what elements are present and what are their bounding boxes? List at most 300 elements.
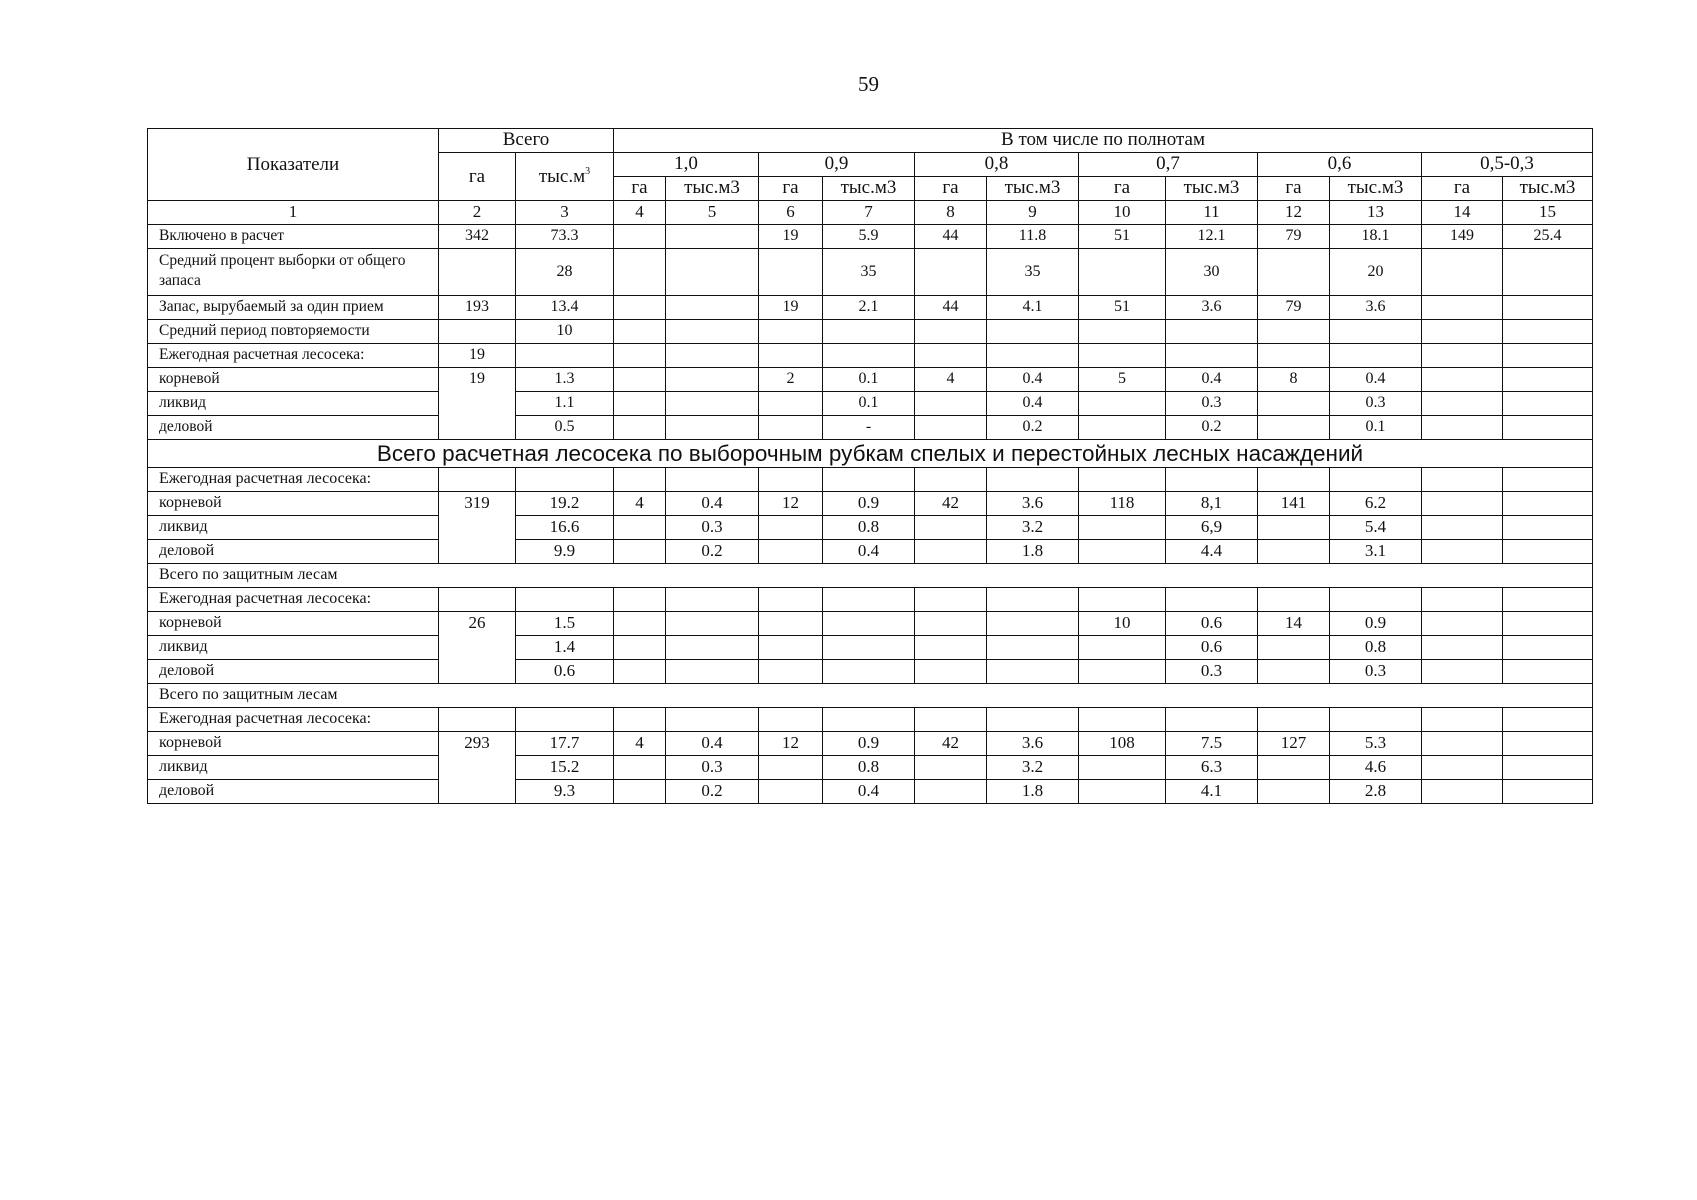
- cell: 7.5: [1166, 732, 1258, 756]
- cell: [759, 660, 823, 684]
- cell: [614, 516, 666, 540]
- cell: 44: [915, 225, 987, 249]
- column-number: 6: [759, 201, 823, 225]
- cell: 28: [516, 249, 614, 296]
- row-label: ликвид: [148, 392, 439, 416]
- cell: 127: [1258, 732, 1330, 756]
- cell: 19: [439, 344, 516, 368]
- cell: [666, 612, 759, 636]
- cell: 0.9: [823, 492, 915, 516]
- column-number: 1: [148, 201, 439, 225]
- cell: [614, 660, 666, 684]
- column-number: 4: [614, 201, 666, 225]
- cell: 5: [1079, 368, 1166, 392]
- cell: 3.6: [987, 492, 1079, 516]
- cell: 8,1: [1166, 492, 1258, 516]
- section-title: Всего по защитным лесам: [148, 684, 1593, 708]
- cell: 20: [1330, 249, 1422, 296]
- header-incl: В том числе по полнотам: [614, 129, 1593, 153]
- cell: 5.9: [823, 225, 915, 249]
- cell: [516, 468, 614, 492]
- cell: [666, 708, 759, 732]
- cell: [1166, 344, 1258, 368]
- cell: 2.8: [1330, 780, 1422, 804]
- cell: [1422, 756, 1503, 780]
- cell: 0.1: [823, 368, 915, 392]
- cell: 6,9: [1166, 516, 1258, 540]
- cell: [1503, 588, 1593, 612]
- row-business: [148, 416, 1593, 440]
- cell: [1503, 468, 1593, 492]
- row-label: корневой: [148, 492, 439, 516]
- cell: 79: [1258, 225, 1330, 249]
- cell: [1503, 320, 1593, 344]
- header-density-6: 0,5-0,3: [1422, 153, 1593, 177]
- cell: [666, 468, 759, 492]
- cell: 1.5: [516, 612, 614, 636]
- cell: [759, 708, 823, 732]
- header-indicators: Показатели: [148, 129, 439, 201]
- cell: 19: [759, 296, 823, 320]
- cell: [915, 249, 987, 296]
- cell: 0.5: [516, 416, 614, 440]
- cell: 1.1: [516, 392, 614, 416]
- cell: [1258, 708, 1330, 732]
- cell: [1258, 468, 1330, 492]
- cell: 0.3: [1166, 392, 1258, 416]
- cell: [1258, 249, 1330, 296]
- cell: 4: [915, 368, 987, 392]
- cell: 3.6: [1166, 296, 1258, 320]
- cell: 42: [915, 732, 987, 756]
- cell: 0.3: [1330, 392, 1422, 416]
- cell: [1503, 249, 1593, 296]
- cell: [1422, 320, 1503, 344]
- cell: 141: [1258, 492, 1330, 516]
- cell: 15.2: [516, 756, 614, 780]
- cell: 30: [1166, 249, 1258, 296]
- header-density-5: 0,6: [1258, 153, 1422, 177]
- cell: [614, 540, 666, 564]
- cell: [1258, 756, 1330, 780]
- cell: 19.2: [516, 492, 614, 516]
- row-label: Средний процент выборки от общего запаса: [148, 249, 439, 296]
- cell: 0.4: [823, 780, 915, 804]
- row-root: [148, 368, 1593, 392]
- cell: 8: [1258, 368, 1330, 392]
- cell: 12.1: [1166, 225, 1258, 249]
- cell: 1.8: [987, 780, 1079, 804]
- cell: [1422, 492, 1503, 516]
- row-avg-pct: [148, 249, 1593, 296]
- subheader-ha: га: [1258, 177, 1330, 201]
- cell: [1330, 320, 1422, 344]
- cell: 13.4: [516, 296, 614, 320]
- cell: 16.6: [516, 516, 614, 540]
- cell: [759, 612, 823, 636]
- cell: 0.4: [823, 540, 915, 564]
- s4-root-row: [148, 732, 1593, 756]
- cell-ha: 26: [439, 612, 516, 684]
- cell: [1079, 344, 1166, 368]
- cell: 10: [516, 320, 614, 344]
- cell: 0.4: [666, 492, 759, 516]
- cell: [1422, 732, 1503, 756]
- s3-annual-row: [148, 588, 1593, 612]
- cell-ha: 319: [439, 492, 516, 564]
- cell: [614, 249, 666, 296]
- cell: 10: [1079, 612, 1166, 636]
- cell: [666, 296, 759, 320]
- cell: 3.2: [987, 756, 1079, 780]
- cell: [1503, 732, 1593, 756]
- cell: [1422, 368, 1503, 392]
- cell: [759, 468, 823, 492]
- cell: [439, 468, 516, 492]
- cell: [1258, 392, 1330, 416]
- cell: 12: [759, 492, 823, 516]
- row-period: [148, 320, 1593, 344]
- subheader-ha: га: [1422, 177, 1503, 201]
- cell: 42: [915, 492, 987, 516]
- row-stock: [148, 296, 1593, 320]
- cell: 0.3: [1330, 660, 1422, 684]
- cell: [1422, 344, 1503, 368]
- cell: 19: [759, 225, 823, 249]
- cell: [1166, 588, 1258, 612]
- cell: [759, 780, 823, 804]
- cell: 0.2: [666, 540, 759, 564]
- cell: 73.3: [516, 225, 614, 249]
- cell: [439, 249, 516, 296]
- cell: 3.1: [1330, 540, 1422, 564]
- cell: 4.6: [1330, 756, 1422, 780]
- cell: 12: [759, 732, 823, 756]
- column-numbers-row: [148, 201, 1593, 225]
- cell: [666, 588, 759, 612]
- cell: [1422, 516, 1503, 540]
- cell: [666, 636, 759, 660]
- row-label: корневой: [148, 368, 439, 392]
- cell: [1503, 516, 1593, 540]
- cell: [439, 708, 516, 732]
- cell: 0.4: [987, 368, 1079, 392]
- row-label: ликвид: [148, 516, 439, 540]
- s4-liquid-row: [148, 756, 1593, 780]
- s3-root-row: [148, 612, 1593, 636]
- cell: 18.1: [1330, 225, 1422, 249]
- header-density-2: 0,9: [759, 153, 915, 177]
- column-number: 3: [516, 201, 614, 225]
- cell: [1422, 660, 1503, 684]
- cell: [516, 588, 614, 612]
- cell: [1079, 660, 1166, 684]
- cell: [823, 468, 915, 492]
- cell: [1258, 588, 1330, 612]
- page-number: 59: [858, 72, 879, 96]
- cell: [1166, 320, 1258, 344]
- cell: [666, 392, 759, 416]
- cell: [987, 612, 1079, 636]
- subheader-volume: тыс.м3: [1503, 177, 1593, 201]
- cell: [1503, 296, 1593, 320]
- subheader-ha: га: [1079, 177, 1166, 201]
- cell: 0.8: [823, 516, 915, 540]
- subheader-volume: тыс.м3: [823, 177, 915, 201]
- s2-liquid-row: [148, 516, 1593, 540]
- cell: 0.1: [1330, 416, 1422, 440]
- cell: [759, 344, 823, 368]
- cell: [1422, 588, 1503, 612]
- cell: 193: [439, 296, 516, 320]
- cell: [1422, 540, 1503, 564]
- row-label: Запас, вырубаемый за один прием: [148, 296, 439, 320]
- cell: [1503, 368, 1593, 392]
- row-liquid: [148, 392, 1593, 416]
- cell: 9.3: [516, 780, 614, 804]
- row-label: корневой: [148, 732, 439, 756]
- cell: [915, 344, 987, 368]
- cell: [759, 516, 823, 540]
- cell: [1166, 708, 1258, 732]
- cell: 118: [1079, 492, 1166, 516]
- row-label: корневой: [148, 612, 439, 636]
- cell: [1503, 492, 1593, 516]
- cell: [987, 660, 1079, 684]
- cell: 5.3: [1330, 732, 1422, 756]
- cell: [1422, 708, 1503, 732]
- cell: [1258, 660, 1330, 684]
- cell: [987, 468, 1079, 492]
- cell: [915, 392, 987, 416]
- cell: [1079, 392, 1166, 416]
- cell: 0.4: [1330, 368, 1422, 392]
- cell: 5.4: [1330, 516, 1422, 540]
- cell: 0.4: [1166, 368, 1258, 392]
- cell: 35: [987, 249, 1079, 296]
- cell: [614, 296, 666, 320]
- s4-business-row: [148, 780, 1593, 804]
- cell: [1330, 468, 1422, 492]
- cell: [759, 636, 823, 660]
- cell: [1503, 708, 1593, 732]
- row-label: Ежегодная расчетная лесосека:: [148, 344, 439, 368]
- cell: [666, 249, 759, 296]
- cell: [614, 468, 666, 492]
- cell: [614, 588, 666, 612]
- cell: [614, 636, 666, 660]
- cell: [987, 344, 1079, 368]
- cell: 342: [439, 225, 516, 249]
- cell: [1422, 249, 1503, 296]
- cell: [759, 392, 823, 416]
- cell: [915, 588, 987, 612]
- cell: [1079, 249, 1166, 296]
- cell: [1258, 320, 1330, 344]
- subheader-volume: тыс.м3: [1166, 177, 1258, 201]
- cell: 79: [1258, 296, 1330, 320]
- s2-root-row: [148, 492, 1593, 516]
- cell: [759, 320, 823, 344]
- cell: [614, 225, 666, 249]
- cell: 0.4: [666, 732, 759, 756]
- cell: 0.6: [516, 660, 614, 684]
- cell: [987, 588, 1079, 612]
- cell: [1330, 708, 1422, 732]
- cell: [666, 344, 759, 368]
- cell: 51: [1079, 225, 1166, 249]
- cell: [915, 612, 987, 636]
- cell: 3.2: [987, 516, 1079, 540]
- cell: [666, 416, 759, 440]
- cell: 4.1: [1166, 780, 1258, 804]
- cell: [1258, 636, 1330, 660]
- cell: 2: [759, 368, 823, 392]
- cell: [1422, 416, 1503, 440]
- s4-annual-row: [148, 708, 1593, 732]
- s4-title-row: [148, 684, 1593, 708]
- row-label: деловой: [148, 416, 439, 440]
- cell: [1503, 660, 1593, 684]
- row-label: Ежегодная расчетная лесосека:: [148, 468, 439, 492]
- section-banner: Всего расчетная лесосека по выборочным рубкам спелых и перестойных лесных насаждений: [148, 440, 1593, 468]
- cell: 0.3: [666, 516, 759, 540]
- cell: [1079, 636, 1166, 660]
- cell: [915, 756, 987, 780]
- cell: [1258, 416, 1330, 440]
- cell: [915, 320, 987, 344]
- column-number: 12: [1258, 201, 1330, 225]
- cell: 0.8: [823, 756, 915, 780]
- cell: 0.8: [1330, 636, 1422, 660]
- column-number: 11: [1166, 201, 1258, 225]
- cell: 3.6: [987, 732, 1079, 756]
- cell: [614, 756, 666, 780]
- cell: 0.6: [1166, 636, 1258, 660]
- banner-row: [148, 440, 1593, 468]
- cell: [823, 320, 915, 344]
- s3-liquid-row: [148, 636, 1593, 660]
- cell: 0.4: [987, 392, 1079, 416]
- cell: [915, 660, 987, 684]
- cell: 108: [1079, 732, 1166, 756]
- cell: [1079, 468, 1166, 492]
- cell: 0.9: [823, 732, 915, 756]
- header-total: Всего: [439, 129, 614, 153]
- cell: 17.7: [516, 732, 614, 756]
- cell: 0.3: [666, 756, 759, 780]
- row-label: Ежегодная расчетная лесосека:: [148, 588, 439, 612]
- cell: 4.4: [1166, 540, 1258, 564]
- row-included: [148, 225, 1593, 249]
- row-label: Средний период повторяемости: [148, 320, 439, 344]
- subheader-ha: га: [759, 177, 823, 201]
- cell: -: [823, 416, 915, 440]
- cell: [1079, 516, 1166, 540]
- column-number: 14: [1422, 201, 1503, 225]
- header-total-ha: га: [439, 153, 516, 201]
- cell: [439, 320, 516, 344]
- cell: [1330, 344, 1422, 368]
- cell: 44: [915, 296, 987, 320]
- cell: [1503, 344, 1593, 368]
- cell: [759, 416, 823, 440]
- cell: [915, 468, 987, 492]
- column-number: 2: [439, 201, 516, 225]
- row-label: Ежегодная расчетная лесосека:: [148, 708, 439, 732]
- header-density-1: 1,0: [614, 153, 759, 177]
- cell: [1079, 708, 1166, 732]
- header-row-1: [148, 129, 1593, 153]
- column-number: 10: [1079, 201, 1166, 225]
- cell: [666, 320, 759, 344]
- cell: 0.9: [1330, 612, 1422, 636]
- cell: 4: [614, 492, 666, 516]
- cell: [915, 540, 987, 564]
- cell: [1503, 780, 1593, 804]
- cell: [1258, 516, 1330, 540]
- cell: 11.8: [987, 225, 1079, 249]
- column-number: 9: [987, 201, 1079, 225]
- cell: [1503, 540, 1593, 564]
- cell: [987, 320, 1079, 344]
- cell: [614, 416, 666, 440]
- cell: [759, 756, 823, 780]
- column-number: 7: [823, 201, 915, 225]
- cell: 2.1: [823, 296, 915, 320]
- subheader-volume: тыс.м3: [987, 177, 1079, 201]
- cell: 25.4: [1503, 225, 1593, 249]
- cell: 3.6: [1330, 296, 1422, 320]
- cell: [1079, 780, 1166, 804]
- cell: [823, 636, 915, 660]
- cell: [823, 708, 915, 732]
- column-number: 15: [1503, 201, 1593, 225]
- cell: [614, 780, 666, 804]
- cell: 0.2: [987, 416, 1079, 440]
- cell: [666, 660, 759, 684]
- cell: [614, 344, 666, 368]
- cell: 149: [1422, 225, 1503, 249]
- subheader-ha: га: [614, 177, 666, 201]
- cell: [1258, 540, 1330, 564]
- cell: 4.1: [987, 296, 1079, 320]
- row-label: ликвид: [148, 756, 439, 780]
- cell: [987, 636, 1079, 660]
- cell: 0.6: [1166, 612, 1258, 636]
- cell: 1.4: [516, 636, 614, 660]
- cell: 6.3: [1166, 756, 1258, 780]
- s2-business-row: [148, 540, 1593, 564]
- subheader-ha: га: [915, 177, 987, 201]
- row-label: деловой: [148, 540, 439, 564]
- subheader-volume: тыс.м3: [666, 177, 759, 201]
- cell: [823, 344, 915, 368]
- subheader-volume: тыс.м3: [1330, 177, 1422, 201]
- cell: [666, 368, 759, 392]
- row-label: деловой: [148, 780, 439, 804]
- cell: [614, 320, 666, 344]
- cell: 0.1: [823, 392, 915, 416]
- cell-ha: 19: [439, 368, 516, 440]
- cell: 1.3: [516, 368, 614, 392]
- cell: [1330, 588, 1422, 612]
- cell: [1422, 296, 1503, 320]
- cell: [1422, 636, 1503, 660]
- cell: [1503, 416, 1593, 440]
- cell: [915, 416, 987, 440]
- cell: [915, 708, 987, 732]
